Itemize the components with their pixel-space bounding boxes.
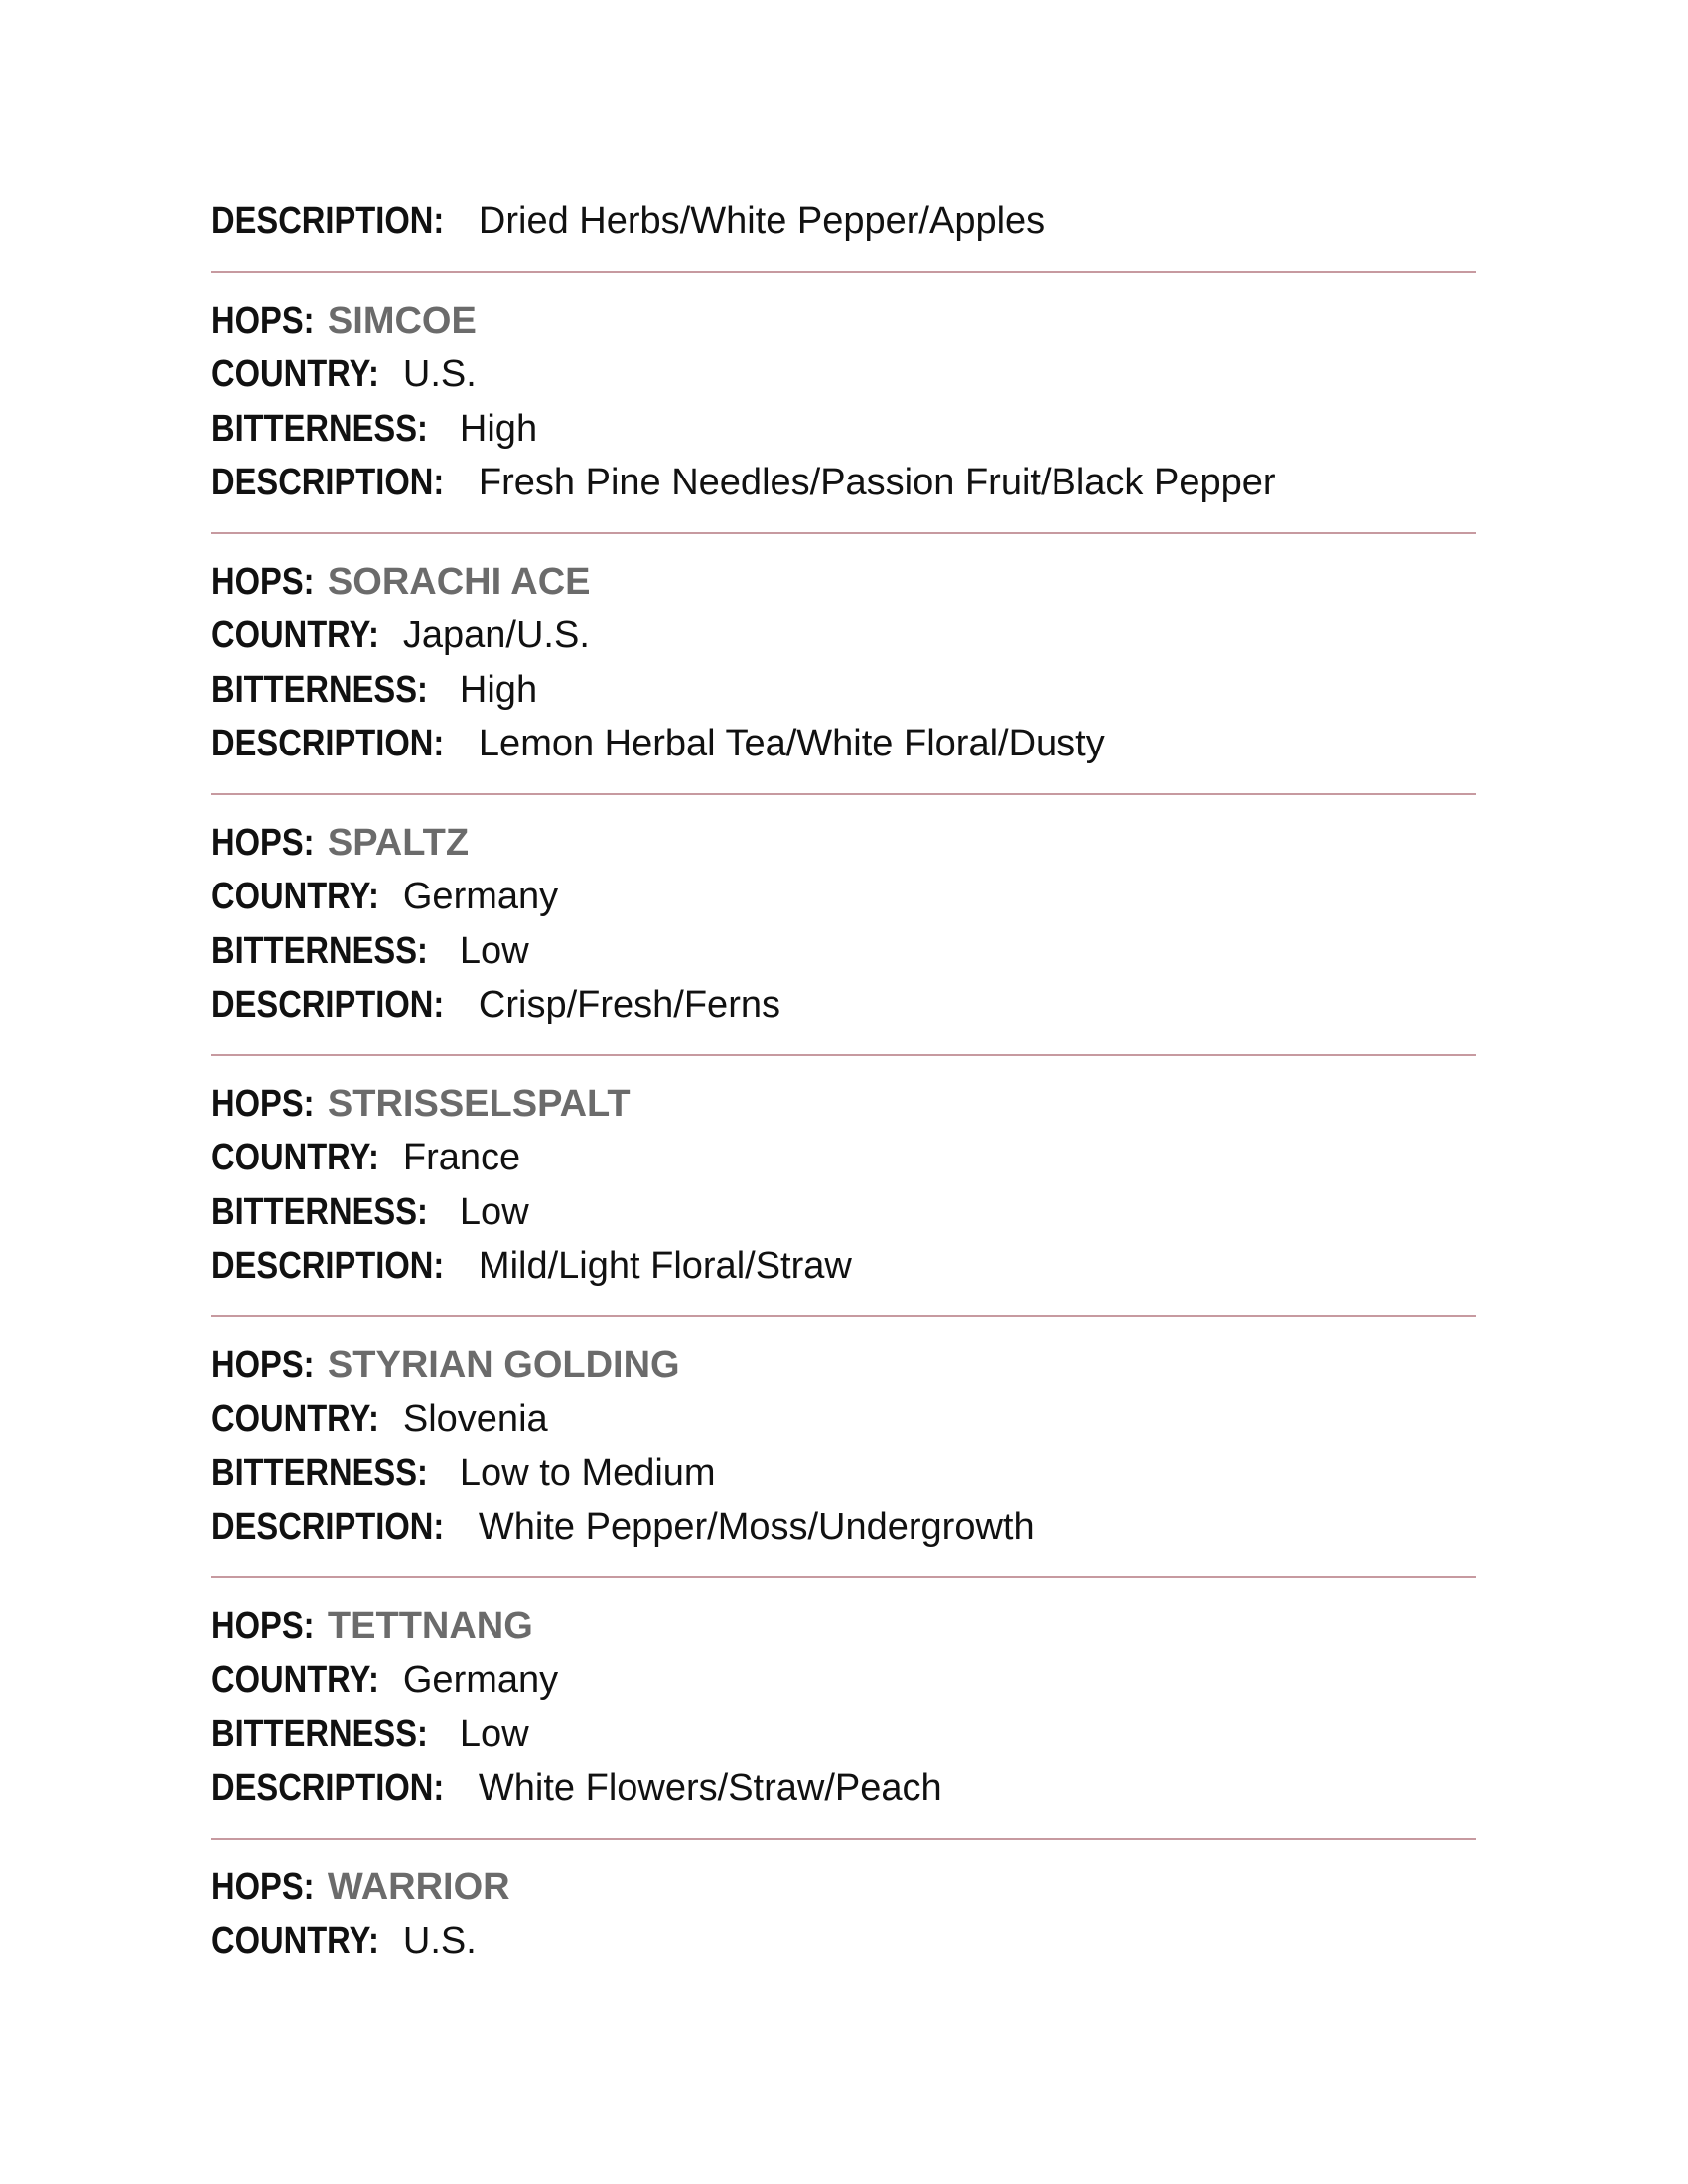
description-value: Mild/Light Floral/Straw — [478, 1245, 852, 1287]
description-label: DESCRIPTION: — [211, 1245, 445, 1287]
country-value: U.S. — [402, 353, 477, 395]
hop-entry-spaltz — [211, 816, 1476, 1032]
bitterness-row — [211, 1446, 1476, 1501]
description-value: White Pepper/Moss/Undergrowth — [478, 1506, 1035, 1548]
country-value: Germany — [402, 876, 559, 917]
country-label: COUNTRY: — [211, 1398, 379, 1439]
hops-label: HOPS: — [211, 560, 315, 603]
hops-label: HOPS: — [211, 1604, 315, 1647]
bitterness-row — [211, 663, 1476, 718]
description-label: DESCRIPTION: — [211, 984, 445, 1025]
divider — [211, 1576, 1476, 1578]
country-value: Germany — [402, 1659, 559, 1701]
country-row — [211, 1914, 1476, 1969]
bitterness-label: BITTERNESS: — [211, 407, 428, 450]
country-value: France — [402, 1137, 521, 1178]
divider — [211, 1315, 1476, 1317]
bitterness-label: BITTERNESS: — [211, 1451, 428, 1494]
hop-name: WARRIOR — [327, 1865, 510, 1908]
hops-list — [211, 195, 1476, 1969]
hop-entry-strisselspalt — [211, 1077, 1476, 1294]
bitterness-label: BITTERNESS: — [211, 929, 428, 972]
country-label: COUNTRY: — [211, 1137, 379, 1178]
description-label: DESCRIPTION: — [211, 723, 445, 764]
hop-entry-simcoe — [211, 294, 1476, 510]
description-value: Lemon Herbal Tea/White Floral/Dusty — [478, 723, 1105, 764]
description-value: Fresh Pine Needles/Passion Fruit/Black Pepper — [478, 462, 1276, 503]
description-label: DESCRIPTION: — [211, 462, 445, 503]
country-row — [211, 1392, 1476, 1446]
hop-entry-warrior — [211, 1860, 1476, 1969]
description-value: Dried Herbs/White Pepper/Apples — [478, 201, 1046, 242]
hop-name: TETTNANG — [327, 1604, 533, 1647]
hops-row — [211, 294, 1476, 348]
country-row — [211, 1653, 1476, 1707]
bitterness-row — [211, 402, 1476, 457]
divider — [211, 1054, 1476, 1056]
country-row — [211, 609, 1476, 663]
country-label: COUNTRY: — [211, 876, 379, 917]
hop-name: STYRIAN GOLDING — [327, 1343, 680, 1386]
country-label: COUNTRY: — [211, 1920, 379, 1962]
description-row — [211, 717, 1476, 771]
hop-entry-sorachi-ace — [211, 555, 1476, 771]
description-value: White Flowers/Straw/Peach — [478, 1767, 942, 1809]
country-row — [211, 347, 1476, 402]
bitterness-value: High — [459, 668, 538, 711]
country-value: U.S. — [402, 1920, 477, 1962]
hops-label: HOPS: — [211, 1343, 315, 1386]
bitterness-row — [211, 1707, 1476, 1762]
hop-name: SORACHI ACE — [327, 560, 591, 603]
description-value: Crisp/Fresh/Ferns — [478, 984, 780, 1025]
hops-label: HOPS: — [211, 821, 315, 864]
description-row — [211, 1239, 1476, 1294]
country-label: COUNTRY: — [211, 353, 379, 395]
hops-label: HOPS: — [211, 1082, 315, 1125]
hops-row — [211, 1077, 1476, 1132]
country-value: Slovenia — [402, 1398, 548, 1439]
hops-label: HOPS: — [211, 299, 315, 341]
country-row — [211, 1131, 1476, 1185]
country-value: Japan/U.S. — [402, 614, 590, 656]
description-row — [211, 195, 1476, 249]
bitterness-label: BITTERNESS: — [211, 1712, 428, 1755]
hops-row — [211, 1599, 1476, 1654]
hop-name: SPALTZ — [327, 821, 470, 864]
hop-entry-styrian-golding — [211, 1338, 1476, 1555]
description-row — [211, 978, 1476, 1032]
bitterness-label: BITTERNESS: — [211, 668, 428, 711]
hops-row — [211, 1338, 1476, 1393]
bitterness-value: High — [459, 407, 538, 450]
hops-row — [211, 816, 1476, 871]
bitterness-value: Low — [459, 929, 529, 972]
bitterness-value: Low to Medium — [459, 1451, 716, 1494]
divider — [211, 271, 1476, 273]
description-row — [211, 1500, 1476, 1555]
bitterness-value: Low — [459, 1190, 529, 1233]
bitterness-row — [211, 1185, 1476, 1240]
hops-label: HOPS: — [211, 1865, 315, 1908]
country-row — [211, 870, 1476, 924]
bitterness-row — [211, 924, 1476, 979]
bitterness-value: Low — [459, 1712, 529, 1755]
hops-row — [211, 555, 1476, 610]
country-label: COUNTRY: — [211, 614, 379, 656]
country-label: COUNTRY: — [211, 1659, 379, 1701]
bitterness-label: BITTERNESS: — [211, 1190, 428, 1233]
description-label: DESCRIPTION: — [211, 1506, 445, 1548]
description-row — [211, 456, 1476, 510]
divider — [211, 532, 1476, 534]
divider — [211, 1838, 1476, 1840]
divider — [211, 793, 1476, 795]
description-label: DESCRIPTION: — [211, 201, 445, 242]
description-row — [211, 1761, 1476, 1816]
hops-row — [211, 1860, 1476, 1915]
hop-name: SIMCOE — [327, 299, 477, 341]
hop-entry-tettnang — [211, 1599, 1476, 1816]
intro-entry — [211, 195, 1476, 249]
description-label: DESCRIPTION: — [211, 1767, 445, 1809]
hop-name: STRISSELSPALT — [327, 1082, 631, 1125]
